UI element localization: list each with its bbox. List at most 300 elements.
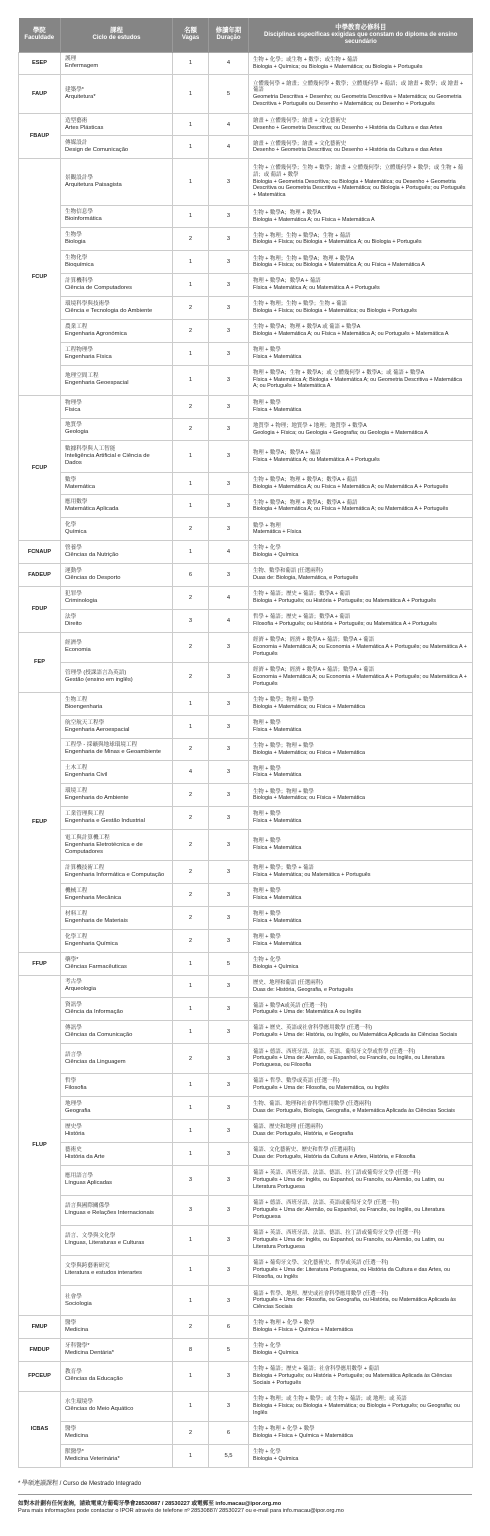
duration-cell: 3 <box>209 784 249 807</box>
table-row <box>19 251 473 274</box>
requirements-cell <box>249 692 473 715</box>
course-name-pt: Ciências da Educação <box>65 1376 123 1383</box>
vagas-cell: 1 <box>173 342 209 365</box>
faculty-cell: FBAUP <box>19 113 61 159</box>
vagas-cell: 1 <box>173 1225 209 1255</box>
course-cell <box>61 1119 173 1142</box>
course-name-zh: 造型藝術 <box>65 117 88 124</box>
requirements-zh: 經濟 + 數學A；經濟 + 數學A + 葡語；數學A + 葡語 <box>253 667 375 674</box>
course-cell <box>61 418 173 441</box>
course-name-zh: 文學與跨藝術研究 <box>65 1263 110 1270</box>
faculty-cell: FPCEUP <box>19 1361 61 1391</box>
vagas-cell: 1 <box>173 1391 209 1421</box>
vagas-cell: 1 <box>173 274 209 297</box>
duration-cell: 3 <box>209 342 249 365</box>
requirements-pt: Duas de: Português, Biologia, Geografia, e Matemática Aplicada às Ciências Sociais <box>253 1108 455 1115</box>
table-row <box>19 228 473 251</box>
course-cell <box>61 541 173 564</box>
course-name-pt: Bioinformática <box>65 216 102 223</box>
duration-cell: 3 <box>209 1142 249 1165</box>
course-name-pt: Medicina <box>65 1432 89 1439</box>
course-name-pt: Artes Plásticas <box>65 124 104 131</box>
duration-cell: 3 <box>209 929 249 952</box>
requirements-cell <box>249 586 473 609</box>
requirements-zh: 生物 + 數學A；物理 + 數學A 或 葡語 + 數學A <box>253 324 361 331</box>
course-name-zh: 數據科學與人工智能 <box>65 446 116 453</box>
requirements-cell <box>249 632 473 662</box>
requirements-zh: 生物 + 物理；或 生物 + 數學；或 生物 + 葡語；或 地理；或 英語 <box>253 1396 407 1403</box>
duration-cell: 5,5 <box>209 1444 249 1467</box>
requirements-zh: 物理 + 數學 <box>253 399 281 406</box>
duration-cell: 3 <box>209 1361 249 1391</box>
course-name-pt: Engenharia Civil <box>65 772 108 779</box>
table-row <box>19 884 473 907</box>
courses-table <box>18 18 473 1468</box>
requirements-zh: 物理 + 數學 <box>253 888 281 895</box>
duration-cell: 5 <box>209 75 249 113</box>
table-row <box>19 738 473 761</box>
course-name-pt: Geologia <box>65 429 89 436</box>
requirements-cell <box>249 319 473 342</box>
course-name-zh: 化學 <box>65 522 77 529</box>
duration-cell: 6 <box>209 1316 249 1339</box>
course-name-zh: 生物化學 <box>65 255 88 262</box>
requirements-pt: Física + Matemática <box>253 353 302 360</box>
duration-cell: 3 <box>209 365 249 395</box>
requirements-zh: 生物 + 立體幾何學；生物 + 數學；繪畫 + 立體幾何學；立體幾何學 + 數學；或 生物 + 葡語；或 葡語 + 數學 <box>253 165 464 179</box>
duration-cell: 3 <box>209 564 249 587</box>
course-name-pt: Ciências do Meio Aquático <box>65 1406 134 1413</box>
course-cell <box>61 342 173 365</box>
requirements-cell <box>249 906 473 929</box>
table-row <box>19 952 473 975</box>
table-row <box>19 365 473 395</box>
requirements-cell <box>249 1074 473 1097</box>
table-row <box>19 784 473 807</box>
table-header <box>19 18 473 52</box>
header-course-zh: 課程 <box>110 27 123 35</box>
requirements-zh: 葡語 + 歷史、英語或社會科學應用數學 (任選一科) <box>253 1025 373 1032</box>
requirements-pt: Duas de: Português, História da Cultura e Artes, História, e Filosofia <box>253 1153 416 1160</box>
course-cell <box>61 829 173 860</box>
vagas-cell: 1 <box>173 692 209 715</box>
table-row <box>19 52 473 75</box>
duration-cell: 3 <box>209 518 249 541</box>
vagas-cell: 1 <box>173 113 209 136</box>
course-name-pt: Engenharia Geoespacial <box>65 380 129 387</box>
course-name-zh: 語言、文學與文化學 <box>65 1233 116 1240</box>
course-name-pt: Arquitetura* <box>65 94 96 100</box>
header-vagas-pt: Vagas <box>181 35 200 42</box>
requirements-pt: Português + Uma de: Matemática A ou Inglês <box>253 1009 362 1016</box>
duration-cell: 3 <box>209 861 249 884</box>
table-row <box>19 1391 473 1421</box>
requirements-pt: Biologia + Matemática A; ou Física + Matemática A <box>253 216 375 223</box>
course-cell <box>61 1255 173 1285</box>
requirements-pt: Física + Matemática <box>253 895 302 902</box>
course-name-pt: Engenharia de Materiais <box>65 917 128 924</box>
requirements-pt: Desenho + Geometria Descritiva; ou Desenho + História da Cultura e das Artes <box>253 147 443 154</box>
course-cell <box>61 518 173 541</box>
requirements-pt: Física + Matemática <box>253 917 302 924</box>
requirements-cell <box>249 861 473 884</box>
requirements-zh: 生物 + 數學A；物理 + 數學A <box>253 209 321 216</box>
requirements-pt: Português + Uma de: Inglês, ou Espanhol, ou Francês, ou Alemão, ou Latim, ou Literatura Portuguesa <box>253 1237 445 1250</box>
table-row <box>19 541 473 564</box>
vagas-cell: 1 <box>173 1074 209 1097</box>
header-subjects <box>249 18 473 52</box>
requirements-zh: 物理 + 數學 <box>253 765 281 772</box>
course-cell <box>61 319 173 342</box>
course-cell <box>61 365 173 395</box>
vagas-cell: 6 <box>173 564 209 587</box>
table-row <box>19 662 473 692</box>
requirements-pt: Geologia + Física; ou Geologia + Geografia; ou Geologia + Matemática A <box>253 429 428 436</box>
course-cell <box>61 929 173 952</box>
duration-cell: 3 <box>209 807 249 830</box>
requirements-pt: Duas de: História, Geografia, e Português <box>253 986 354 993</box>
faculty-cell: FEP <box>19 632 61 692</box>
course-cell <box>61 586 173 609</box>
course-cell <box>61 715 173 738</box>
course-name-zh: 考古學 <box>65 979 82 986</box>
course-cell <box>61 784 173 807</box>
faculty-cell: FCUP <box>19 395 61 541</box>
course-cell <box>61 738 173 761</box>
course-cell <box>61 884 173 907</box>
course-cell <box>61 205 173 228</box>
duration-cell: 3 <box>209 319 249 342</box>
table-row <box>19 136 473 159</box>
requirements-pt: Economia + Matemática A; ou Economia + Matemática A + Português; ou Matemática A + Português <box>253 643 467 657</box>
course-name-pt: Biologia <box>65 239 86 246</box>
requirements-zh: 生物 + 葡語；歷史 + 葡語；社會科學應用數學 + 葡語 <box>253 1366 380 1373</box>
course-name-pt: Engenharia Eletrotécnica e de Computadores <box>65 841 143 855</box>
course-name-zh: 農業工程 <box>65 323 88 330</box>
course-name-zh: 機械工程 <box>65 888 88 895</box>
duration-cell: 3 <box>209 715 249 738</box>
vagas-cell: 1 <box>173 472 209 495</box>
course-name-zh: 社會學 <box>65 1293 82 1300</box>
course-name-zh: 藥學* <box>65 956 79 963</box>
course-name-pt: Arqueologia <box>65 986 96 993</box>
course-name-zh: 牙科醫學* <box>65 1342 90 1349</box>
duration-cell: 3 <box>209 472 249 495</box>
course-name-zh: 地質學 <box>65 422 82 429</box>
course-name-pt: Enfermagem <box>65 63 99 70</box>
course-name-zh: 生物信息學 <box>65 209 93 216</box>
faculty-cell: FCNAUP <box>19 541 61 564</box>
vagas-cell: 1 <box>173 205 209 228</box>
requirements-cell <box>249 365 473 395</box>
table-row <box>19 1255 473 1285</box>
course-cell <box>61 564 173 587</box>
course-name-zh: 經濟學 <box>65 640 82 647</box>
requirements-cell <box>249 761 473 784</box>
course-name-zh: 化學工程 <box>65 933 88 940</box>
vagas-cell: 1 <box>173 1119 209 1142</box>
header-faculty-pt: Faculdade <box>24 35 55 42</box>
requirements-zh: 葡語 + 德語、西班牙語、法語、英語或葡萄牙文學 (任選一科) <box>253 1200 399 1207</box>
vagas-cell: 1 <box>173 495 209 518</box>
duration-cell: 3 <box>209 1225 249 1255</box>
course-cell <box>61 952 173 975</box>
course-name-pt: Engenharia Agronómica <box>65 330 127 337</box>
requirements-pt: Física + Matemática <box>253 818 302 825</box>
course-name-zh: 電工與計算機工程 <box>65 834 110 841</box>
requirements-zh: 生物 + 數學A；物理 + 數學A；數學A + 葡語 <box>253 499 358 506</box>
course-cell <box>61 1286 173 1316</box>
course-name-pt: Sociologia <box>65 1300 92 1307</box>
vagas-cell: 1 <box>173 441 209 472</box>
vagas-cell: 2 <box>173 1422 209 1445</box>
course-name-zh: 地理空間工程 <box>65 373 99 380</box>
duration-cell: 3 <box>209 692 249 715</box>
vagas-cell: 2 <box>173 296 209 319</box>
requirements-cell <box>249 296 473 319</box>
vagas-cell: 2 <box>173 929 209 952</box>
course-cell <box>61 159 173 205</box>
requirements-zh: 繪畫 + 立體幾何學；繪畫 + 文化藝術史 <box>253 117 347 124</box>
requirements-cell <box>249 1097 473 1120</box>
requirements-pt: Português + Uma de: História, ou Inglês, ou Matemática Aplicada às Ciências Sociais <box>253 1032 458 1039</box>
duration-cell: 3 <box>209 906 249 929</box>
course-name-zh: 環境工程 <box>65 788 88 795</box>
course-cell <box>61 1422 173 1445</box>
requirements-zh: 物理 + 數學 <box>253 811 281 818</box>
course-name-zh: 工業管理與工程 <box>65 811 105 818</box>
requirements-pt: Física + Matemática <box>253 406 302 413</box>
course-name-pt: Geografia <box>65 1107 91 1114</box>
course-name-pt: Medicina Veterinária* <box>65 1455 120 1462</box>
requirements-pt: Física + Matemática A; Biologia + Matemática A; ou Geometria Descritiva + Matemática A; ou Português + Matemática A <box>253 376 462 390</box>
header-subjects-zh: 中學教育必修科目 <box>335 23 387 31</box>
requirements-cell <box>249 113 473 136</box>
course-cell <box>61 998 173 1021</box>
table-row <box>19 418 473 441</box>
duration-cell: 3 <box>209 632 249 662</box>
course-name-zh: 環境科學與技術學 <box>65 300 110 307</box>
duration-cell: 3 <box>209 1255 249 1285</box>
course-cell <box>61 1225 173 1255</box>
table-row <box>19 1074 473 1097</box>
course-name-pt: História da Arte <box>65 1153 105 1160</box>
duration-cell: 3 <box>209 228 249 251</box>
requirements-zh: 地質學 + 物理；地質學 + 地理；地質學 + 數學A <box>253 422 367 429</box>
course-cell <box>61 251 173 274</box>
course-name-zh: 工程學 - 採礦與地球環境工程 <box>65 742 138 749</box>
requirements-zh: 生物 + 葡語；歷史 + 葡語；數學A + 葡語 <box>253 591 351 598</box>
requirements-pt: Biologia + Física; ou Biologia + Matemática A; ou Biologia + Português <box>253 239 422 246</box>
vagas-cell: 1 <box>173 998 209 1021</box>
duration-cell: 3 <box>209 738 249 761</box>
table-row <box>19 761 473 784</box>
requirements-cell <box>249 1391 473 1421</box>
course-name-zh: 景觀設計學 <box>65 174 93 181</box>
course-name-pt: Bioengenharia <box>65 703 103 710</box>
requirements-pt: Física + Matemática A; ou Matemática A + Português <box>253 285 380 292</box>
duration-cell: 3 <box>209 441 249 472</box>
course-name-zh: 應用語言學 <box>65 1173 93 1180</box>
course-name-zh: 建築學* <box>65 87 84 94</box>
duration-cell: 3 <box>209 274 249 297</box>
duration-cell: 3 <box>209 205 249 228</box>
course-name-pt: Engenharia e Gestão Industrial <box>65 818 145 825</box>
table-row <box>19 1195 473 1225</box>
table-row <box>19 998 473 1021</box>
requirements-zh: 物理 + 數學 <box>253 934 281 941</box>
requirements-pt: Matemática + Física <box>253 529 302 536</box>
table-row <box>19 1142 473 1165</box>
duration-cell: 3 <box>209 975 249 998</box>
vagas-cell: 1 <box>173 136 209 159</box>
course-cell <box>61 761 173 784</box>
course-name-pt: Línguas Aplicadas <box>65 1180 113 1187</box>
vagas-cell: 1 <box>173 159 209 205</box>
course-name-zh: 航空航天工程學 <box>65 719 105 726</box>
course-name-pt: Ciências do Desporto <box>65 574 121 581</box>
requirements-cell <box>249 228 473 251</box>
duration-cell: 3 <box>209 1286 249 1316</box>
course-cell <box>61 296 173 319</box>
course-cell <box>61 1391 173 1421</box>
header-faculty-zh: 學院 <box>32 27 46 35</box>
duration-cell: 3 <box>209 998 249 1021</box>
course-name-pt: Ciência e Tecnologia do Ambiente <box>65 307 153 314</box>
requirements-cell <box>249 472 473 495</box>
vagas-cell: 1 <box>173 1097 209 1120</box>
course-name-zh: 土木工程 <box>65 765 88 772</box>
course-name-pt: Medicina <box>65 1327 89 1334</box>
header-duration <box>209 18 249 52</box>
requirements-zh: 繪畫 + 立體幾何學；繪畫 + 文化藝術史 <box>253 140 347 147</box>
course-name-zh: 計算機技術工程 <box>65 865 105 872</box>
requirements-pt: Biologia + Química <box>253 552 299 559</box>
course-cell <box>61 395 173 418</box>
course-name-pt: Ciências Farmacêuticas <box>65 963 127 970</box>
course-name-pt: Ciências da Comunicação <box>65 1032 133 1039</box>
course-cell <box>61 1074 173 1097</box>
requirements-cell <box>249 738 473 761</box>
faculty-cell: FLUP <box>19 975 61 1316</box>
requirements-zh: 數學 + 物理 <box>253 522 281 529</box>
vagas-cell: 2 <box>173 906 209 929</box>
requirements-cell <box>249 1225 473 1255</box>
faculty-cell: FDUP <box>19 586 61 632</box>
course-name-pt: Engenharia do Ambiente <box>65 795 129 802</box>
course-name-pt: Inteligência Artificial e Ciência de Dados <box>65 453 150 466</box>
table-row <box>19 1361 473 1391</box>
requirements-pt: Física + Matemática <box>253 845 302 852</box>
duration-cell: 4 <box>209 541 249 564</box>
course-cell <box>61 1097 173 1120</box>
requirements-cell <box>249 998 473 1021</box>
duration-cell: 6 <box>209 1422 249 1445</box>
requirements-zh: 生物 + 數學；物理 + 數學 <box>253 788 314 795</box>
faculty-cell: FADEUP <box>19 564 61 587</box>
faculty-cell: FAUP <box>19 75 61 113</box>
course-name-pt: Ciências da Nutrição <box>65 552 119 559</box>
requirements-pt: Física + Matemática <box>253 726 302 733</box>
requirements-zh: 歷史、地理和葡語 (任選兩科) <box>253 979 323 986</box>
vagas-cell: 2 <box>173 228 209 251</box>
course-cell <box>61 807 173 830</box>
vagas-cell: 2 <box>173 784 209 807</box>
course-name-zh: 醫學 <box>65 1320 77 1327</box>
course-name-pt: Medicina Dentária* <box>65 1349 114 1356</box>
faculty-cell: FCUP <box>19 159 61 395</box>
table-row <box>19 1338 473 1361</box>
requirements-zh: 葡語 + 英語、西班牙語、法語、德語、拉丁語或葡萄牙文學 (任選一科) <box>253 1170 421 1177</box>
requirements-pt: Física + Matemática A; ou Matemática A + Português <box>253 456 380 463</box>
duration-cell: 4 <box>209 52 249 75</box>
requirements-pt: Biologia + Português; ou História + Português; ou Matemática Aplicada às Ciências Sociais + Português <box>253 1373 452 1386</box>
vagas-cell: 1 <box>173 1255 209 1285</box>
vagas-cell: 1 <box>173 715 209 738</box>
duration-cell: 3 <box>209 662 249 692</box>
course-name-zh: 藝術史 <box>65 1146 82 1153</box>
vagas-cell: 2 <box>173 829 209 860</box>
requirements-cell <box>249 495 473 518</box>
requirements-pt: Geometria Descritiva + Desenho; ou Geometria Descritiva + Matemática; ou Geometria Descritiva + Português ou Desenho + Matemática; ou Desenho + Português <box>253 94 462 107</box>
requirements-cell <box>249 1195 473 1225</box>
course-name-pt: História <box>65 1130 85 1137</box>
requirements-pt: Biologia + Química; ou Biologia + Matemática; ou Biologia + Português <box>253 63 423 70</box>
header-duration-zh: 修讀年期 <box>215 27 242 35</box>
duration-cell: 3 <box>209 1074 249 1097</box>
course-cell <box>61 692 173 715</box>
requirements-cell <box>249 395 473 418</box>
vagas-cell: 8 <box>173 1338 209 1361</box>
requirements-pt: Português + Uma de: Inglês, ou Espanhol, ou Francês, ou Alemão, ou Latim, ou Literatura Portuguesa <box>253 1176 445 1190</box>
course-name-pt: Literatura e estudos interartes <box>65 1270 143 1277</box>
requirements-pt: Física + Matemática <box>253 940 302 947</box>
table-row <box>19 113 473 136</box>
course-cell <box>61 472 173 495</box>
duration-cell: 3 <box>209 251 249 274</box>
requirements-zh: 生物 + 數學A；物理 + 數學A；數學A + 葡語 <box>253 476 358 483</box>
course-cell <box>61 441 173 472</box>
table-body <box>19 52 473 1468</box>
header-duration-pt: Duração <box>216 35 241 42</box>
table-row <box>19 159 473 205</box>
requirements-cell <box>249 136 473 159</box>
table-row <box>19 829 473 860</box>
duration-cell: 3 <box>209 1391 249 1421</box>
table-row <box>19 1422 473 1445</box>
table-row <box>19 632 473 662</box>
table-row <box>19 1225 473 1255</box>
requirements-cell <box>249 884 473 907</box>
duration-cell: 3 <box>209 1195 249 1225</box>
course-name-zh: 哲學 <box>65 1078 77 1085</box>
requirements-cell <box>249 1444 473 1467</box>
table-row <box>19 1286 473 1316</box>
faculty-cell: ICBAS <box>19 1391 61 1467</box>
course-name-zh: 工程物理學 <box>65 346 93 353</box>
course-cell <box>61 274 173 297</box>
vagas-cell: 2 <box>173 861 209 884</box>
table-row <box>19 342 473 365</box>
course-cell <box>61 662 173 692</box>
requirements-pt: Biologia + Português; ou História + Português; ou Matemática A + Português <box>253 597 436 604</box>
table-row <box>19 586 473 609</box>
divider <box>18 1494 472 1495</box>
duration-cell: 3 <box>209 1021 249 1044</box>
course-name-zh: 傳媒設計 <box>65 140 88 147</box>
course-cell <box>61 906 173 929</box>
course-name-zh: 護理 <box>65 56 77 63</box>
